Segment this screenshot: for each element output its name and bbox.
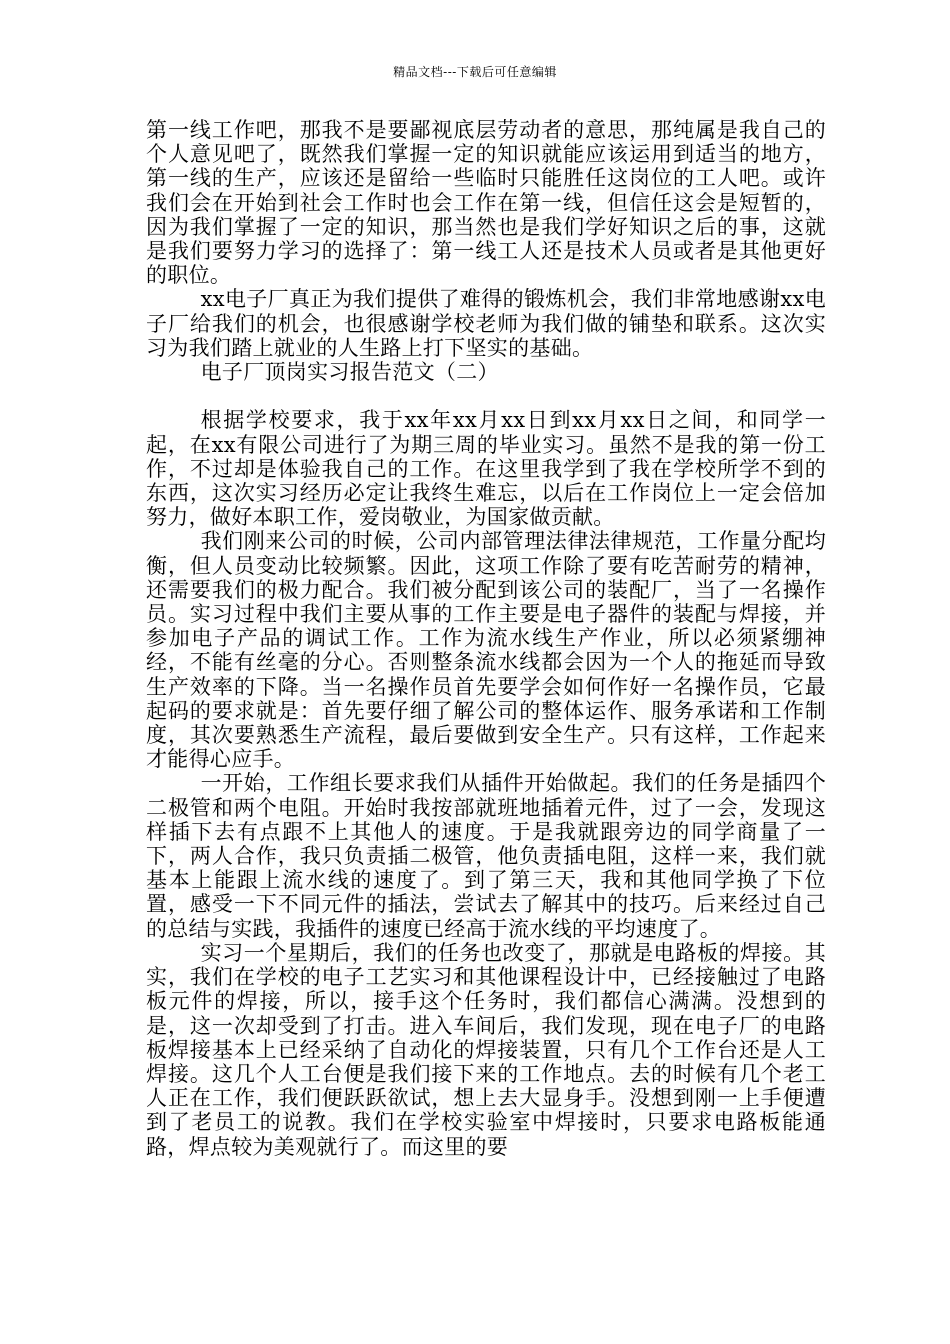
paragraph-thanks: xx电子厂真正为我们提供了难得的锻炼机会，我们非常地感谢xx电子厂给我们的机会，也很感谢学校老师为我们做的铺垫和联系。这次实习为我们踏上就业的人生路上打下坚实的基础。 (146, 287, 826, 360)
paragraph-company: 我们刚来公司的时候，公司内部管理法律法律规范，工作量分配均衡，但人员变动比较频繁。因此，这项工作除了要有吃苦耐劳的精神，还需要我们的极力配合。我们被分配到该公司的装配厂，当了一名操作员。实习过程中我们主要从事的工作主要是电子器件的装配与焊接，并参加电子产品的调试工作。工作为流水线生产作业，所以必须紧绷神经，不能有丝毫的分心。否则整条流水线都会因为一个人的拖延而导致生产效率的下降。当一名操作员首先要学会如何作好一名操作员，它最起码的要求就是：首先要仔细了解公司的整体运作、服务承诺和工作制度，其次要熟悉生产流程，最后要做到安全生产。只有这样，工作起来才能得心应手。 (146, 529, 826, 772)
section-title: 电子厂顶岗实习报告范文（二） (200, 360, 499, 385)
paragraph-intro: 根据学校要求，我于xx年xx月xx日到xx月xx日之间，和同学一起，在xx有限公司进行了为期三周的毕业实习。虽然不是我的第一份工作，不过却是体验我自己的工作。在这里我学到了我在学校所学不到的东西，这次实习经历必定让我终生难忘，以后在工作岗位上一定会倍加努力，做好本职工作，爱岗敬业，为国家做贡献。 (146, 408, 826, 530)
document-body (146, 118, 826, 1159)
paragraph-insertion: 一开始，工作组长要求我们从插件开始做起。我们的任务是插四个二极管和两个电阻。开始时我按部就班地插着元件，过了一会，发现这样插下去有点跟不上其他人的速度。于是我就跟旁边的同学商量了一下，两人合作，我只负责插二极管，他负责插电阻，这样一来，我们就基本上能跟上流水线的速度了。到了第三天，我和其他同学换了下位置，感受一下不同元件的插法，尝试去了解其中的技巧。后来经过自己的总结与实践，我插件的速度已经高于流水线的平均速度了。 (146, 771, 826, 941)
blank-line (146, 384, 826, 408)
page-header: 精品文档---下载后可任意编辑 (393, 65, 557, 79)
paragraph-soldering: 实习一个星期后，我们的任务也改变了，那就是电路板的焊接。其实，我们在学校的电子工艺实习和其他课程设计中，已经接触过了电路板元件的焊接，所以，接手这个任务时，我们都信心满满。没想到的是，这一次却受到了打击。进入车间后，我们发现，现在电子厂的电路板焊接基本上已经采纳了自动化的焊接装置，只有几个工作台还是人工焊接。这几个人工台便是我们接下来的工作地点。去的时候有几个老工人正在工作，我们便跃跃欲试，想上去大显身手。没想到刚一上手便遭到了老员工的说教。我们在学校实验室中焊接时，只要求电路板能通路，焊点较为美观就行了。而这里的要 (146, 940, 826, 1159)
paragraph-continued: 第一线工作吧，那我不是要鄙视底层劳动者的意思，那纯属是我自己的个人意见吧了，既然我们掌握一定的知识就能应该运用到适当的地方，第一线的生产，应该还是留给一些临时只能胜任这岗位的工人吧。或许我们会在开始到社会工作时也会工作在第一线，但信任这会是短暂的，因为我们掌握了一定的知识，那当然也是我们学好知识之后的事，这就是我们要努力学习的选择了：第一线工人还是技术人员或者是其他更好的职位。 (146, 118, 826, 288)
